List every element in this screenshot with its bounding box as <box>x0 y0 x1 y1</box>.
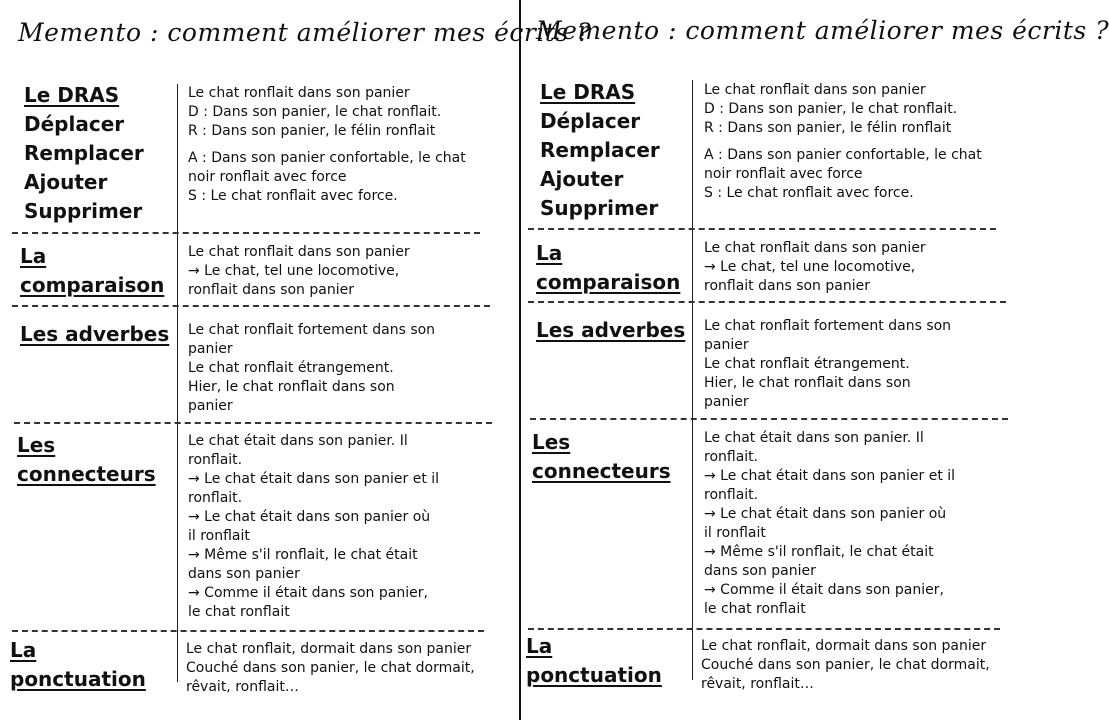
example-line: → Le chat, tel une locomotive, <box>704 259 916 275</box>
example-line: → Le chat était dans son panier où <box>704 506 947 522</box>
example-line: ronflait. <box>188 490 243 506</box>
label-line: Déplacer <box>540 109 641 133</box>
label-line: comparaison <box>536 270 681 294</box>
example-line: ronflait. <box>188 452 243 468</box>
example-line: Le chat ronflait dans son panier <box>188 244 410 260</box>
section-separator <box>528 628 1000 630</box>
label-line: Supprimer <box>540 196 659 220</box>
label-line: La <box>10 638 37 662</box>
label-line: ponctuation <box>10 667 146 691</box>
dras-examples <box>188 84 466 206</box>
section-separator <box>530 418 1008 420</box>
example-line: → Le chat était dans son panier où <box>188 509 431 525</box>
example-line: → Même s'il ronflait, le chat était <box>188 547 418 563</box>
label-adverbes <box>20 320 169 349</box>
label-dras <box>24 81 144 226</box>
label-line: Remplacer <box>24 141 144 165</box>
label-line: Ajouter <box>540 167 624 191</box>
section-separator <box>528 228 996 230</box>
example-line: S : Le chat ronflait avec force. <box>704 185 914 201</box>
label-line: Le DRAS <box>540 80 636 104</box>
example-line: Hier, le chat ronflait dans son <box>188 379 395 395</box>
example-line: D : Dans son panier, le chat ronflait. <box>188 104 442 120</box>
label-line: Ajouter <box>24 170 108 194</box>
connecteurs-examples <box>188 432 439 622</box>
example-line: → Comme il était dans son panier, <box>188 585 428 601</box>
label-adverbes <box>536 316 685 345</box>
label-line: Remplacer <box>540 138 660 162</box>
example-line: ronflait dans son panier <box>704 278 870 294</box>
example-line: Le chat ronflait étrangement. <box>188 360 394 376</box>
section-separator <box>12 305 490 307</box>
adverbes-examples <box>704 317 951 412</box>
example-line: Le chat ronflait dans son panier <box>704 82 926 98</box>
example-line: Couché dans son panier, le chat dormait, <box>186 660 475 676</box>
comparaison-examples <box>704 239 926 296</box>
label-line: La <box>20 244 47 268</box>
example-line: Hier, le chat ronflait dans son <box>704 375 911 391</box>
page-title: Memento : comment améliorer mes écrits ? <box>18 18 592 47</box>
example-line: Le chat ronflait étrangement. <box>704 356 910 372</box>
label-line: comparaison <box>20 273 165 297</box>
example-line: → Comme il était dans son panier, <box>704 582 944 598</box>
label-dras <box>540 78 660 223</box>
example-line: → Le chat, tel une locomotive, <box>188 263 400 279</box>
example-line: Le chat ronflait, dormait dans son panier <box>186 641 472 657</box>
example-line: rêvait, ronflait… <box>186 679 299 695</box>
example-line: panier <box>704 394 749 410</box>
label-line: Les <box>17 433 56 457</box>
label-line: La <box>526 634 553 658</box>
section-separator <box>528 301 1006 303</box>
example-line: il ronflait <box>704 525 766 541</box>
example-line: Le chat ronflait dans son panier <box>188 85 410 101</box>
example-line: panier <box>188 398 233 414</box>
label-connecteurs <box>17 431 156 489</box>
page-title: Memento : comment améliorer mes écrits ? <box>536 16 1109 45</box>
label-line: connecteurs <box>17 462 156 486</box>
example-line: → Le chat était dans son panier et il <box>704 468 956 484</box>
section-separator <box>12 630 484 632</box>
label-ponctuation <box>526 632 662 690</box>
label-line: La <box>536 241 563 265</box>
example-line: Le chat ronflait fortement dans son <box>704 318 952 334</box>
label-comparaison <box>20 242 164 300</box>
memento-sheet-right <box>520 0 1109 720</box>
example-line: D : Dans son panier, le chat ronflait. <box>704 101 958 117</box>
label-line: Supprimer <box>24 199 143 223</box>
label-comparaison <box>536 239 680 297</box>
comparaison-examples <box>188 243 410 300</box>
label-line: connecteurs <box>532 459 671 483</box>
example-line: panier <box>188 341 233 357</box>
example-line: rêvait, ronflait… <box>701 676 814 692</box>
label-line: Déplacer <box>24 112 125 136</box>
example-line: dans son panier <box>704 563 816 579</box>
example-line: Le chat était dans son panier. Il <box>188 433 408 449</box>
example-line: le chat ronflait <box>188 604 290 620</box>
example-line: → Même s'il ronflait, le chat était <box>704 544 934 560</box>
example-line: ronflait. <box>704 487 759 503</box>
label-line: Les adverbes <box>536 318 686 342</box>
dras-examples <box>704 81 982 203</box>
column-divider <box>177 84 178 682</box>
example-line: A : Dans son panier confortable, le chat <box>188 150 466 166</box>
example-line: noir ronflait avec force <box>188 169 347 185</box>
label-ponctuation <box>10 636 146 694</box>
example-line: S : Le chat ronflait avec force. <box>188 188 398 204</box>
example-line: le chat ronflait <box>704 601 806 617</box>
example-line: Le chat était dans son panier. Il <box>704 430 924 446</box>
column-divider <box>692 80 693 680</box>
label-line: Les adverbes <box>20 322 170 346</box>
example-line: Le chat ronflait dans son panier <box>704 240 926 256</box>
example-line: il ronflait <box>188 528 250 544</box>
section-separator <box>12 232 480 234</box>
example-line: ronflait. <box>704 449 759 465</box>
example-line: R : Dans son panier, le félin ronflait <box>704 120 952 136</box>
ponctuation-examples <box>701 637 990 694</box>
example-line: Le chat ronflait fortement dans son <box>188 322 436 338</box>
example-line: ronflait dans son panier <box>188 282 354 298</box>
example-line: noir ronflait avec force <box>704 166 863 182</box>
label-line: Le DRAS <box>24 83 120 107</box>
label-line: ponctuation <box>526 663 662 687</box>
ponctuation-examples <box>186 640 475 697</box>
example-line: A : Dans son panier confortable, le chat <box>704 147 982 163</box>
example-line: panier <box>704 337 749 353</box>
connecteurs-examples <box>704 429 955 619</box>
adverbes-examples <box>188 321 435 416</box>
example-line: R : Dans son panier, le félin ronflait <box>188 123 436 139</box>
label-connecteurs <box>532 428 671 486</box>
example-line: Le chat ronflait, dormait dans son panier <box>701 638 987 654</box>
example-line: Couché dans son panier, le chat dormait, <box>701 657 990 673</box>
section-separator <box>14 422 492 424</box>
example-line: → Le chat était dans son panier et il <box>188 471 440 487</box>
example-line: dans son panier <box>188 566 300 582</box>
label-line: Les <box>532 430 571 454</box>
